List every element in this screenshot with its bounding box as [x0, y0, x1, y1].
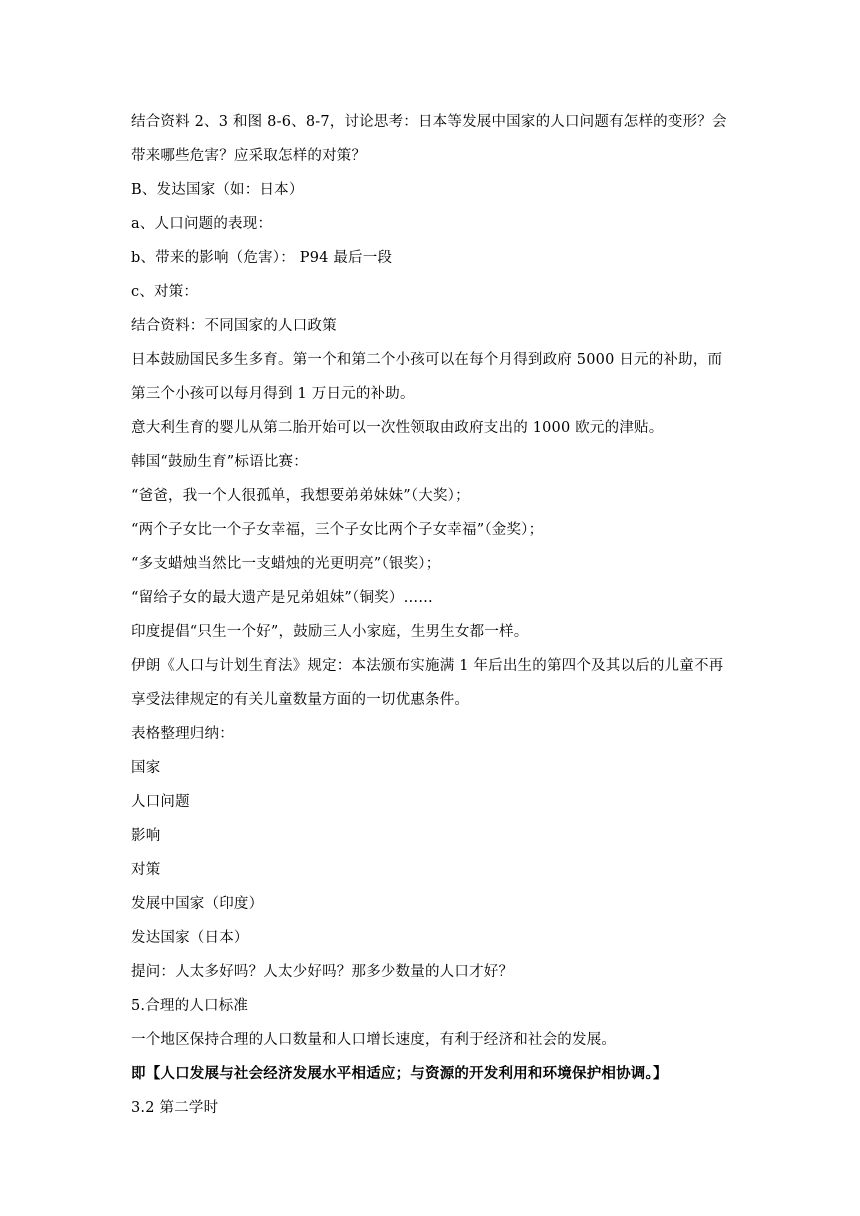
slogan-gold-prize: “两个子女比一个子女幸福，三个子女比两个子女幸福”（金奖）；: [131, 522, 544, 538]
paragraph-japan-policy-line-1: 日本鼓励国民多生多育。第一个和第二个小孩可以在每个月得到政府 5000 日元的补助，而: [131, 352, 723, 368]
heading-developed-countries: B、发达国家（如：日本）: [131, 182, 304, 198]
paragraph-japan-policy-line-2: 第三个小孩可以每月得到 1 万日元的补助。: [131, 386, 415, 402]
item-countermeasures: c、对策：: [131, 284, 199, 300]
heading-population-policies: 结合资料：不同国家的人口政策: [131, 318, 337, 334]
table-row-developed-country: 发达国家（日本）: [131, 930, 249, 946]
paragraph-question: 提问：人太多好吗？人太少好吗？那多少数量的人口才好？: [131, 964, 514, 980]
heading-reasonable-population-standard: 5.合理的人口标准: [131, 998, 249, 1014]
table-header-country: 国家: [131, 760, 161, 776]
item-population-problem: a、人口问题的表现：: [131, 216, 273, 232]
table-header-countermeasures: 对策: [131, 862, 161, 878]
table-header-impact: 影响: [131, 828, 161, 844]
paragraph-korea-slogan-heading: 韩国“鼓励生育”标语比赛：: [131, 454, 308, 470]
table-header-population-problem: 人口问题: [131, 794, 190, 810]
heading-second-lesson: 3.2 第二学时: [131, 1100, 219, 1116]
paragraph-italy-policy: 意大利生育的婴儿从第二胎开始可以一次性领取由政府支出的 1000 欧元的津贴。: [131, 420, 664, 436]
paragraph-key-conclusion: 即【人口发展与社会经济发展水平相适应；与资源的开发利用和环境保护相协调。】: [131, 1065, 668, 1082]
heading-table-summary: 表格整理归纳：: [131, 726, 234, 742]
item-impact: b、带来的影响（危害）： P94 最后一段: [131, 250, 393, 266]
paragraph-india-policy: 印度提倡“只生一个好”，鼓励三人小家庭，生男生女都一样。: [131, 624, 529, 640]
document-body: [131, 105, 731, 1125]
paragraph-discussion-prompt-line-2: 带来哪些危害？应采取怎样的对策？: [131, 148, 367, 164]
slogan-silver-prize: “多支蜡烛当然比一支蜡烛的光更明亮”（银奖）；: [131, 556, 441, 572]
slogan-grand-prize: “爸爸，我一个人很孤单，我想要弟弟妹妹”（大奖）；: [131, 488, 470, 504]
paragraph-discussion-prompt-line-1: 结合资料 2、3 和图 8-6、8-7，讨论思考：日本等发展中国家的人口问题有怎样的变形？会: [131, 114, 727, 130]
paragraph-iran-policy-line-2: 享受法律规定的有关儿童数量方面的一切优惠条件。: [131, 692, 470, 708]
paragraph-iran-policy-line-1: 伊朗《人口与计划生育法》规定：本法颁布实施满 1 年后出生的第四个及其以后的儿童不再: [131, 658, 724, 674]
slogan-bronze-prize: “留给子女的最大遗产是兄弟姐妹”（铜奖）……: [131, 590, 433, 606]
table-row-developing-country: 发展中国家（印度）: [131, 896, 264, 912]
paragraph-reasonable-population: 一个地区保持合理的人口数量和人口增长速度，有利于经济和社会的发展。: [131, 1032, 617, 1048]
